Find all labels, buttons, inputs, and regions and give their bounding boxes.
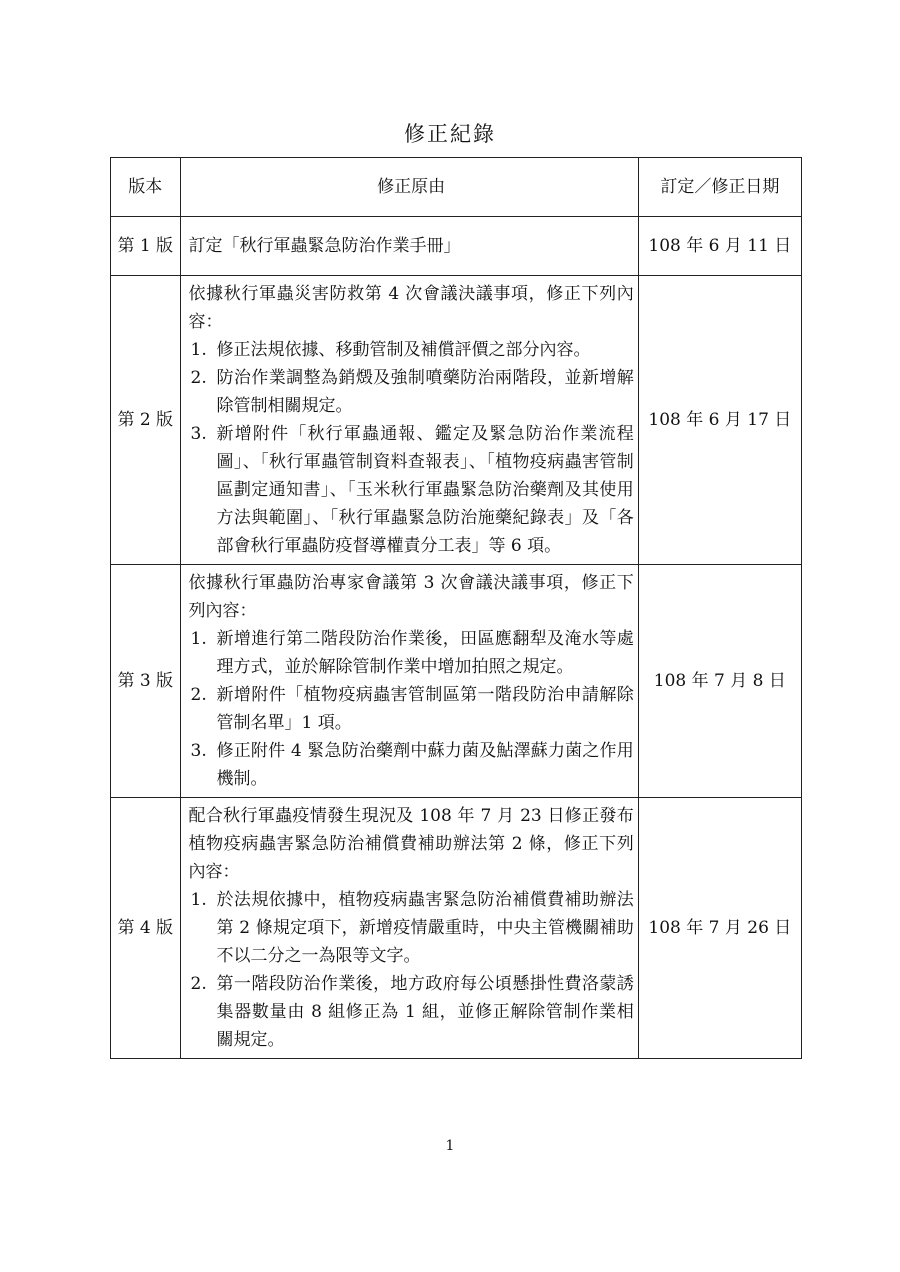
reason-list — [189, 625, 634, 793]
version-cell: 第 2 版 — [111, 276, 181, 565]
date-cell: 108 年 6 月 17 日 — [638, 276, 801, 565]
list-item — [189, 364, 634, 420]
table-row — [111, 217, 802, 276]
table-row — [111, 798, 802, 1059]
revision-table — [110, 157, 802, 1059]
reason-intro: 依據秋行軍蟲災害防救第 4 次會議決議事項，修正下列內容： — [188, 284, 634, 332]
version-cell: 第 3 版 — [111, 565, 181, 798]
item-number: 3. — [190, 741, 207, 761]
list-item — [189, 336, 634, 364]
header-reason: 修正原由 — [180, 158, 638, 217]
item-text: 於法規依據中，植物疫病蟲害緊急防治補償費補助辦法第 2 條規定項下，新增疫情嚴重時，中央主管機關補助不以二分之一為限等文字。 — [216, 890, 634, 966]
reason-intro: 配合秋行軍蟲疫情發生現況及 108 年 7 月 23 日修正發布植物疫病蟲害緊急防治補償費補助辦法第 2 條，修正下列內容： — [188, 806, 634, 882]
reason-cell — [180, 565, 638, 798]
reason-list — [189, 336, 634, 560]
reason-cell — [180, 276, 638, 565]
item-text: 防治作業調整為銷燬及強制噴藥防治兩階段，並新增解除管制相關規定。 — [216, 368, 634, 416]
item-number: 2. — [190, 685, 207, 705]
list-item — [189, 625, 634, 681]
reason-list — [189, 886, 634, 1054]
item-number: 1. — [190, 890, 207, 910]
list-item — [189, 970, 634, 1054]
reason-intro: 訂定「秋行軍蟲緊急防治作業手冊」 — [188, 236, 461, 256]
reason-intro: 依據秋行軍蟲防治專家會議第 3 次會議決議事項，修正下列內容： — [188, 573, 634, 621]
item-text: 修正法規依據、移動管制及補償評價之部分內容。 — [216, 340, 591, 360]
item-number: 1. — [190, 629, 207, 649]
list-item — [189, 886, 634, 970]
table-row — [111, 565, 802, 798]
table-row — [111, 276, 802, 565]
item-text: 修正附件 4 緊急防治藥劑中蘇力菌及鮎澤蘇力菌之作用機制。 — [216, 741, 634, 789]
page-title: 修正紀錄 — [404, 122, 496, 146]
list-item — [189, 737, 634, 793]
item-number: 2. — [190, 974, 207, 994]
reason-cell — [180, 798, 638, 1059]
version-cell: 第 4 版 — [111, 798, 181, 1059]
item-text: 第一階段防治作業後，地方政府每公頃懸掛性費洛蒙誘集器數量由 8 組修正為 1 組，並修正解除管制作業相關規定。 — [216, 974, 634, 1050]
date-cell: 108 年 6 月 11 日 — [638, 217, 801, 276]
reason-cell — [180, 217, 638, 276]
list-item — [189, 681, 634, 737]
header-version: 版本 — [111, 158, 181, 217]
item-text: 新增附件「植物疫病蟲害管制區第一階段防治申請解除管制名單」1 項。 — [216, 685, 634, 733]
version-cell: 第 1 版 — [111, 217, 181, 276]
list-item — [189, 420, 634, 560]
item-number: 1. — [190, 340, 207, 360]
item-text: 新增進行第二階段防治作業後，田區應翻犁及淹水等處理方式，並於解除管制作業中增加拍照之規定。 — [216, 629, 634, 677]
item-number: 3. — [190, 424, 207, 444]
page-number: 1 — [445, 1138, 455, 1154]
header-date: 訂定／修正日期 — [638, 158, 801, 217]
date-cell: 108 年 7 月 26 日 — [638, 798, 801, 1059]
table-header-row — [111, 158, 802, 217]
date-cell: 108 年 7 月 8 日 — [638, 565, 801, 798]
item-text: 新增附件「秋行軍蟲通報、鑑定及緊急防治作業流程圖」、「秋行軍蟲管制資料查報表」、「植物疫病蟲害管制區劃定通知書」、「玉米秋行軍蟲緊急防治藥劑及其使用方法與範圍」、「秋行軍蟲緊急防治施藥紀錄表」及「各部會秋行軍蟲防疫督導權責分工表」等 6 項。 — [216, 424, 634, 556]
item-number: 2. — [190, 368, 207, 388]
